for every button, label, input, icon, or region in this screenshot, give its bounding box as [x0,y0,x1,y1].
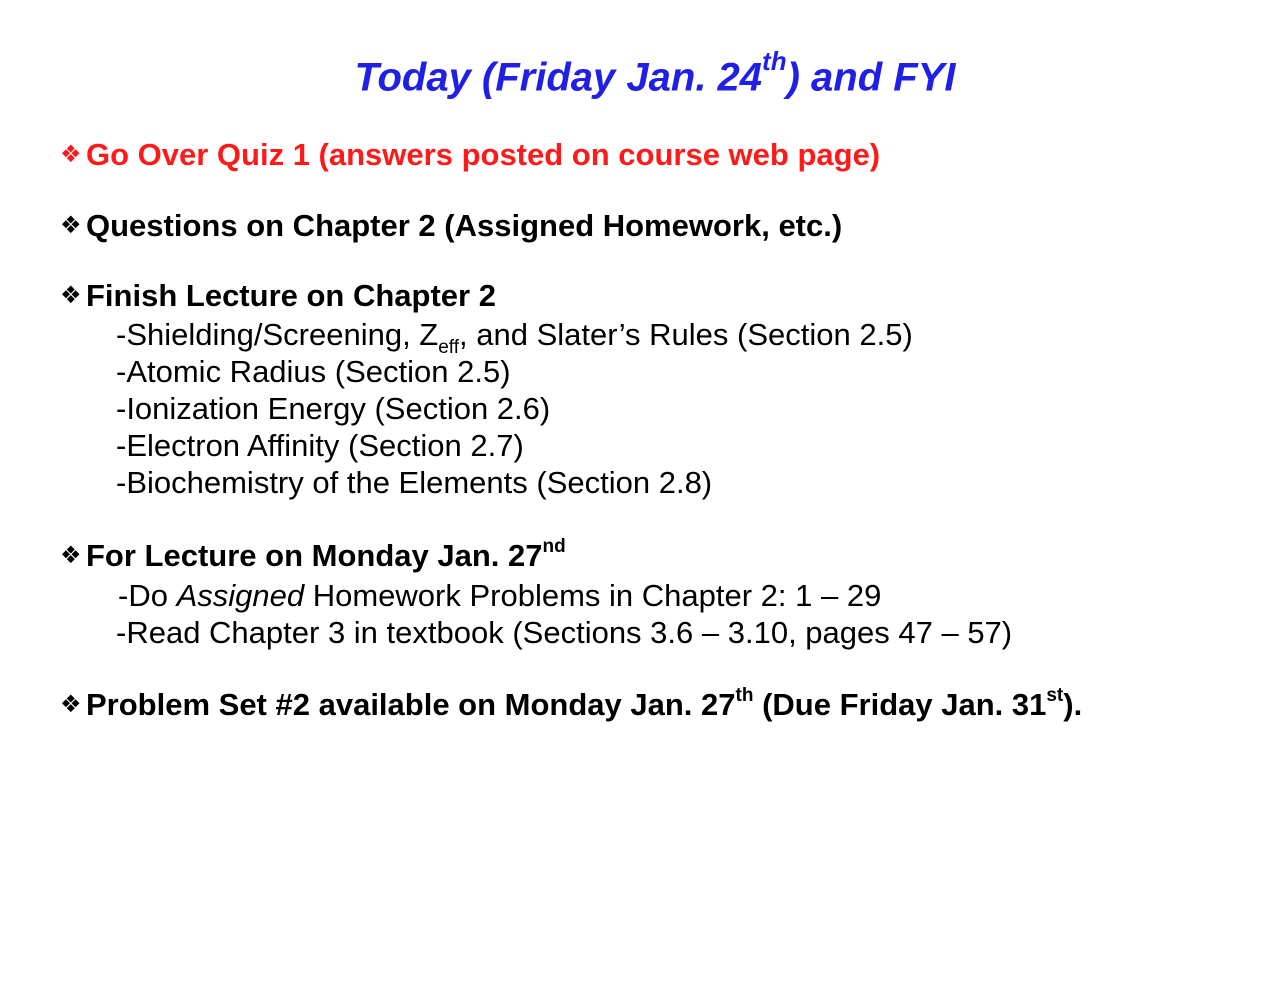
sub-text-before: -Do [118,578,177,613]
superscript-st: st [1046,685,1064,706]
bullet-problem-set [60,687,1082,723]
bullet-monday-lecture [60,538,566,574]
bullet-text-after: ). [1063,687,1083,722]
title-text-before: Today (Friday Jan. 24 [354,55,763,100]
diamond-bullet-icon: ❖ [60,282,82,309]
sub-text-after: Homework Problems in Chapter 2: 1 – 29 [304,578,882,613]
diamond-bullet-icon: ❖ [60,542,82,569]
bullet-text-middle: (Due Friday Jan. 31 [753,687,1047,722]
sub-text-after: , and Slater’s Rules (Section 2.5) [459,317,913,352]
sub-item-read-chapter3: -Read Chapter 3 in textbook (Sections 3.6 – 3.10, pages 47 – 57) [116,615,1013,650]
sub-item-shielding [116,317,913,358]
sub-item-atomic-radius: -Atomic Radius (Section 2.5) [116,354,511,389]
bullet-text: Go Over Quiz 1 (answers posted on course web page) [86,137,881,172]
bullet-text: Questions on Chapter 2 (Assigned Homework, etc.) [86,208,843,243]
sub-item-biochemistry: -Biochemistry of the Elements (Section 2.8) [116,465,713,500]
bullet-finish-lecture [60,278,496,314]
bullet-chapter2-questions [60,208,842,244]
superscript-th: th [735,685,754,706]
subscript-eff: eff [438,337,460,358]
diamond-bullet-icon: ❖ [60,212,82,239]
sub-text-emphasis: Assigned [176,578,305,613]
sub-item-ionization-energy: -Ionization Energy (Section 2.6) [116,391,551,426]
bullet-text: Finish Lecture on Chapter 2 [86,278,496,313]
bullet-text: For Lecture on Monday Jan. 27 [86,538,543,573]
diamond-bullet-icon: ❖ [60,691,82,718]
bullet-quiz-review [60,137,880,173]
title-superscript: th [762,46,787,76]
sub-item-homework [118,578,881,614]
sub-item-electron-affinity: -Electron Affinity (Section 2.7) [116,428,524,463]
diamond-bullet-icon: ❖ [60,141,82,168]
title-text-after: ) and FYI [786,55,956,100]
bullet-text-before: Problem Set #2 available on Monday Jan. 27 [86,687,736,722]
sub-text-before: -Shielding/Screening, Z [116,317,439,352]
page-title [0,46,1280,100]
superscript-nd: nd [542,536,566,557]
